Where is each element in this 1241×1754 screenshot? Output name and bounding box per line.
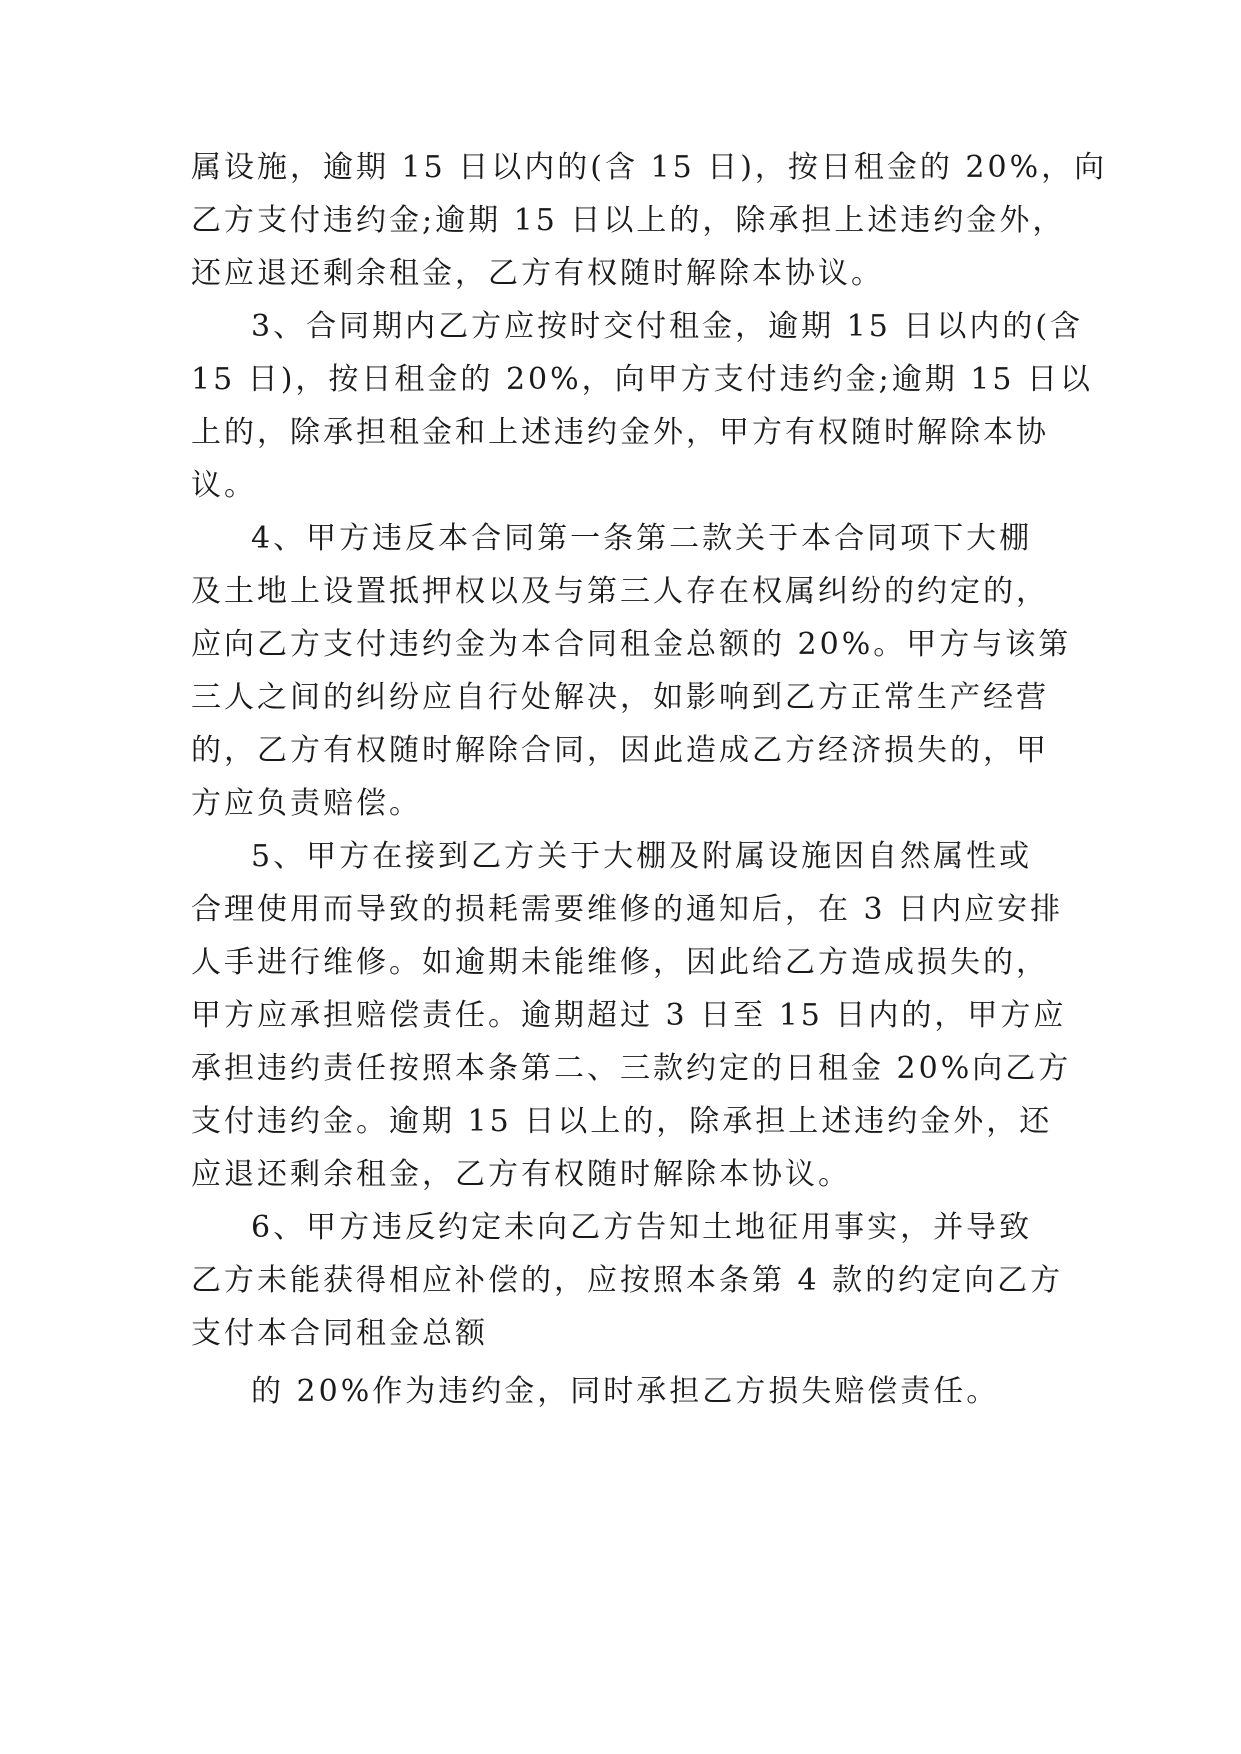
text-line: 支付本合同租金总额 <box>191 1316 488 1351</box>
text-line: 属设施，逾期 15 日以内的(含 15 日)，按日租金的 20%，向 <box>191 150 1108 185</box>
text-line: 三人之间的纠纷应自行处解决，如影响到乙方正常生产经营 <box>191 680 1049 715</box>
text-line: 支付违约金。逾期 15 日以上的，除承担上述违约金外，还 <box>191 1104 1053 1139</box>
text-line: 承担违约责任按照本条第二、三款约定的日租金 20%向乙方 <box>191 1051 1072 1086</box>
text-line: 乙方支付违约金;逾期 15 日以上的，除承担上述违约金外， <box>191 203 1066 238</box>
clause-5-first-line: 5、甲方在接到乙方关于大棚及附属设施因自然属性或 <box>251 839 1033 874</box>
text-line: 乙方未能获得相应补偿的，应按照本条第 4 款的约定向乙方 <box>191 1263 1064 1298</box>
text-line: 甲方应承担赔偿责任。逾期超过 3 日至 15 日内的，甲方应 <box>191 998 1067 1033</box>
text-line: 应退还剩余租金，乙方有权随时解除本协议。 <box>191 1157 851 1192</box>
text-line: 人手进行维修。如逾期未能维修，因此给乙方造成损失的， <box>191 945 1049 980</box>
text-line: 及土地上设置抵押权以及与第三人存在权属纠纷的约定的， <box>191 574 1049 609</box>
clause-4-first-line: 4、甲方违反本合同第一条第二款关于本合同项下大棚 <box>251 521 1033 556</box>
text-line: 15 日)，按日租金的 20%，向甲方支付违约金;逾期 15 日以 <box>191 362 1093 397</box>
text-line: 上的，除承担租金和上述违约金外，甲方有权随时解除本协 <box>191 415 1049 450</box>
text-line: 还应退还剩余租金，乙方有权随时解除本协议。 <box>191 256 884 291</box>
text-line: 方应负责赔偿。 <box>191 786 422 821</box>
text-line: 议。 <box>191 468 257 503</box>
text-line: 的 20%作为违约金，同时承担乙方损失赔偿责任。 <box>251 1374 1000 1409</box>
text-line: 合理使用而导致的损耗需要维修的通知后，在 3 日内应安排 <box>191 892 1064 927</box>
clause-3-first-line: 3、合同期内乙方应按时交付租金，逾期 15 日以内的(含 <box>251 309 1084 344</box>
text-line: 应向乙方支付违约金为本合同租金总额的 20%。甲方与该第 <box>191 627 1072 662</box>
text-line: 的，乙方有权随时解除合同，因此造成乙方经济损失的，甲 <box>191 733 1049 768</box>
clause-6-first-line: 6、甲方违反约定未向乙方告知土地征用事实，并导致 <box>251 1210 1033 1245</box>
